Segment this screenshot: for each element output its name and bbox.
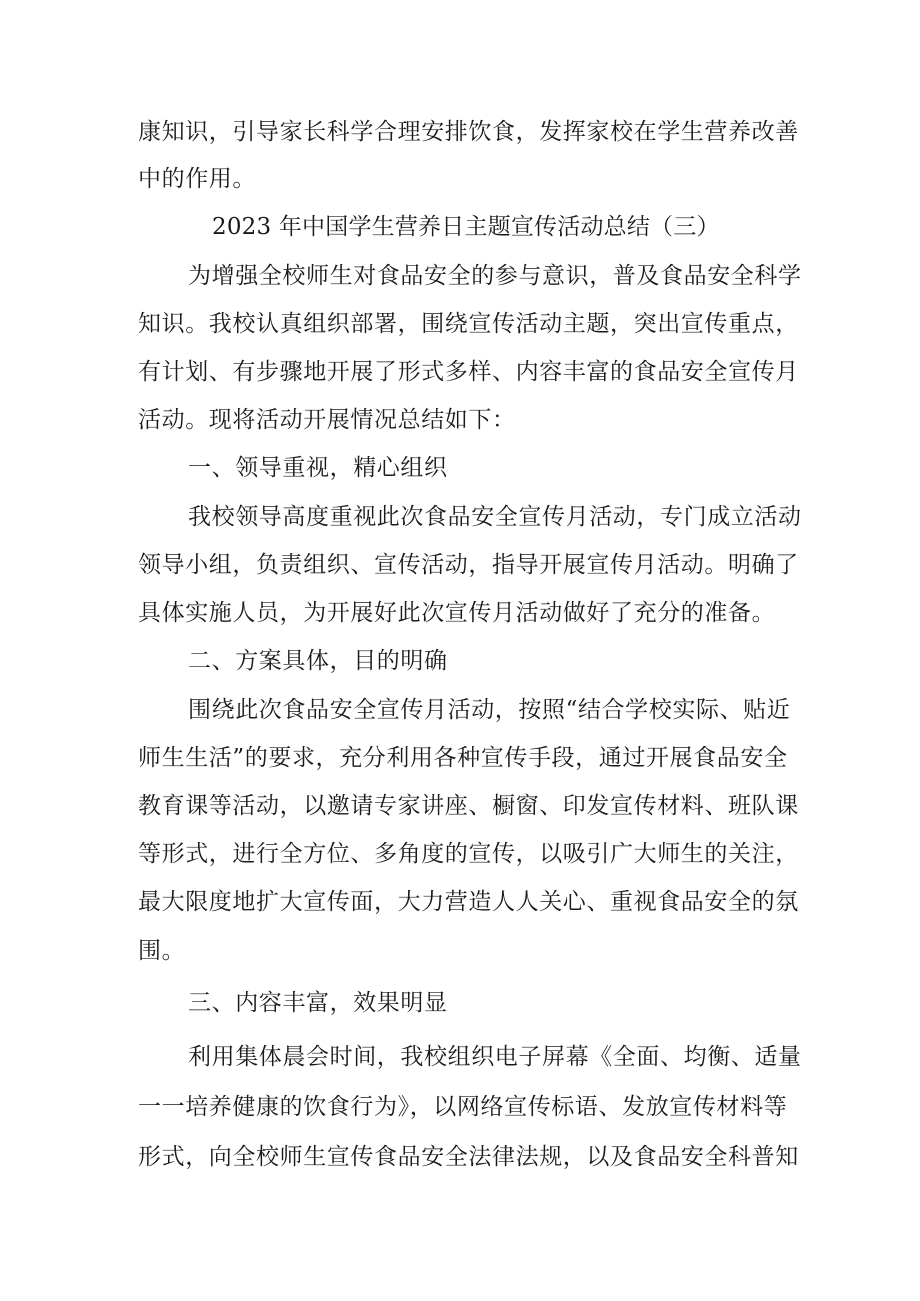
paragraph-line: 为增强全校师生对食品安全的参与意识，普及食品安全科学 — [188, 263, 802, 289]
paragraph-line: 利用集体晨会时间，我校组织电子屏幕《全面、均衡、适量 — [188, 1044, 802, 1070]
paragraph-line: 形式，向全校师生宣传食品安全法律法规，以及食品安全科普知 — [138, 1144, 799, 1170]
section-heading: 三、内容丰富，效果明显 — [188, 990, 448, 1016]
paragraph-line: 教育课等活动，以邀请专家讲座、橱窗、印发宣传材料、班队课 — [138, 793, 799, 819]
section-title: 2023 年中国学生营养日主题宣传活动总结（三） — [212, 214, 720, 240]
section-heading: 二、方案具体，目的明确 — [188, 648, 448, 674]
paragraph-line: 最大限度地扩大宣传面，大力营造人人关心、重视食品安全的氛 — [138, 889, 799, 915]
paragraph-line: 围。 — [138, 938, 186, 964]
paragraph-line: 活动。现将活动开展情况总结如下： — [138, 407, 516, 433]
paragraph-line: 有计划、有步骤地开展了形式多样、内容丰富的食品安全宣传月 — [138, 359, 799, 385]
paragraph-line: 师生生活”的要求，充分利用各种宣传手段，通过开展食品安全 — [138, 745, 788, 771]
section-heading: 一、领导重视，精心组织 — [188, 455, 448, 481]
paragraph-line: 中的作用。 — [138, 166, 256, 192]
paragraph-line: 等形式，进行全方位、多角度的宣传，以吸引广大师生的关注， — [138, 841, 799, 867]
paragraph-line: 康知识，引导家长科学合理安排饮食，发挥家校在学生营养改善 — [138, 119, 799, 145]
paragraph-line: 领导小组，负责组织、宣传活动，指导开展宣传月活动。明确了 — [138, 552, 799, 578]
paragraph-line: 知识。我校认真组织部署，围绕宣传活动主题，突出宣传重点， — [138, 311, 799, 337]
paragraph-line: 围绕此次食品安全宣传月活动，按照“结合学校实际、贴近 — [188, 697, 791, 723]
paragraph-line: 我校领导高度重视此次食品安全宣传月活动，专门成立活动 — [188, 504, 802, 530]
paragraph-line: 具体实施人员，为开展好此次宣传月活动做好了充分的准备。 — [138, 600, 776, 626]
paragraph-line: 一一培养健康的饮食行为》，以网络宣传标语、发放宣传材料等 — [138, 1094, 788, 1120]
